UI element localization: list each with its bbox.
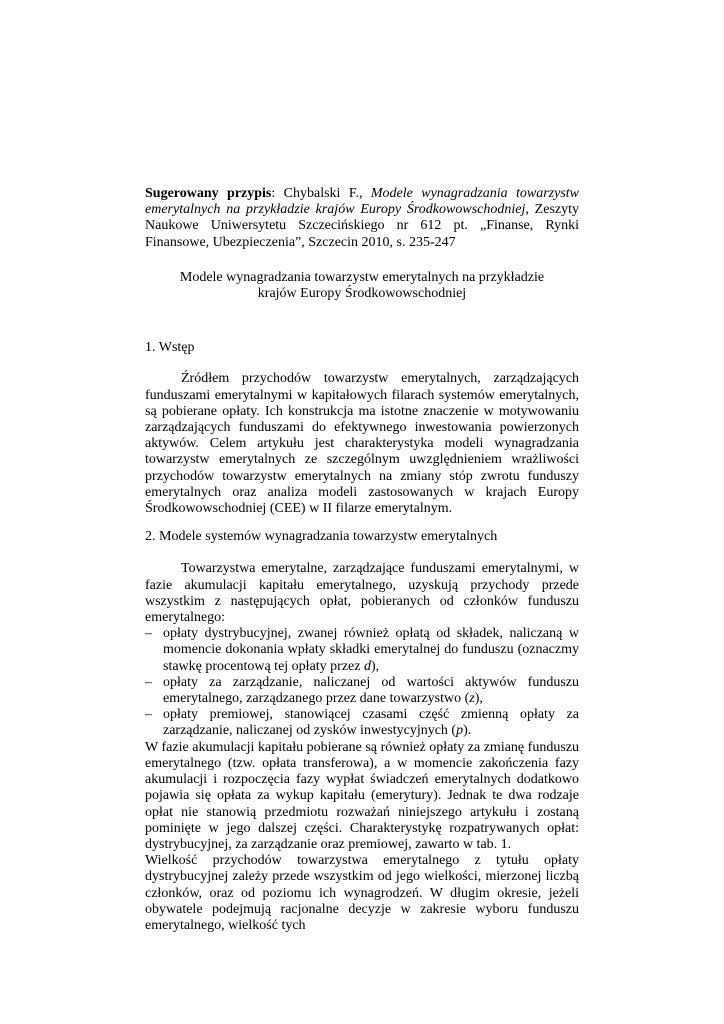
dash-bullet: – [145,626,152,642]
list-item-symbol: p [456,723,464,739]
list-item-text-end: ). [463,723,472,739]
section-2-paragraph-2: W fazie akumulacji kapitału pobierane są również opłaty za zmianę funduszu emerytalnego (tzw. opłata transferowa), a w momencie zakończenia fazy akumulacji i rozpoczęcia fazy wypłat świadczeń emerytalnych dodatkowo pojawia się opłata za wykup kapitału (emerytury). Jednak te dwa rodzaje opłat nie stanowią przedmiotu rozważań niniejszego artykułu i zostaną pominięte w jego dalszej części. Charakterystykę rozpatrywanych opłat: dystrybucyjnej, za zarządzanie oraz premiowej, zawarto w tab. 1. [145,739,579,852]
list-item-text: opłaty premiowej, stanowiącej czasami część zmienną opłaty za zarządzanie, naliczanej od zysków inwestycyjnych ( [163,707,579,739]
list-item-text: opłaty dystrybucyjnej, zwanej również opłatą od składek, naliczaną w momencie dokonania wpłaty składki emerytalnej do funduszu (oznaczmy stawkę procentową tej opłaty przez [163,626,579,674]
section-2-paragraph-3: Wielkość przychodów towarzystwa emerytalnego z tytułu opłaty dystrybucyjnej zależy przede wszystkim od jego wielkości, mierzonej liczbą członków, oraz od poziomu ich wynagrodzeń. W długim okresie, jeżeli obywatele podejmują racjonalne decyzje w zakresie wyboru funduszu emerytalnego, wielkość tych [145,853,579,933]
section-1-heading: 1. Wstęp [145,340,195,356]
list-item-text-end: ), [474,691,483,707]
list-item-symbol: z [469,691,475,707]
list-item [145,675,579,707]
document-page [145,186,579,934]
list-item [145,626,579,675]
citation-work-title: Modele wynagradzania towarzystw emerytalnych na przykładzie krajów Europy Środkowowschodniej [145,186,579,218]
article-title-line-1: Modele wynagradzania towarzystw emerytalnych na przykładzie [179,269,545,285]
citation-label: Sugerowany przypis [145,186,272,201]
citation-author: Chybalski F., [283,186,371,201]
list-item-text: opłaty za zarządzanie, naliczanej od wartości aktywów funduszu emerytalnego, zarządzanego przez dane towarzystwo ( [163,674,579,707]
fee-list [145,626,579,739]
citation-publication: , Zeszyty Naukowe Uniwersytetu Szczecińskiego nr 612 pt. „Finanse, Rynki Finansowe, Ubezpieczenia”, Szczecin 2010, s. 235-247 [145,202,579,250]
dash-bullet: – [145,707,152,723]
list-item [145,707,579,739]
list-item-symbol: d [363,658,371,674]
section-2-heading: 2. Modele systemów wynagradzania towarzystw emerytalnych [145,529,498,545]
article-title-line-2: krajów Europy Środkowowschodniej [257,286,467,302]
suggested-citation [145,186,579,251]
article-title [145,270,579,302]
section-2-intro: Towarzystwa emerytalne, zarządzające funduszami emerytalnymi, w fazie akumulacji kapitału emerytalnego, uzyskują przychody przede wszystkim z następujących opłat, pobieranych od członków funduszu emerytalnego: [145,561,579,626]
dash-bullet: – [145,674,152,690]
list-item-text-end: ), [370,658,380,674]
citation-colon: : [271,186,284,201]
section-1-paragraph: Źródłem przychodów towarzystw emerytalnych, zarządzających funduszami emerytalnymi w kapitałowych filarach systemów emerytalnych, są pobierane opłaty. Ich konstrukcja ma istotne znaczenie w motywowaniu zarządzających funduszami do efektywnego inwestowania powierzonych aktywów. Celem artykułu jest charakterystyka modeli wynagradzania towarzystw emerytalnych ze szczególnym uwzględnieniem wrażliwości przychodów towarzystw emerytalnych na zmiany stóp zwrotu funduszy emerytalnych oraz analiza modeli zastosowanych w krajach Europy Środkowowschodniej (CEE) w II filarze emerytalnym. [145,371,579,517]
